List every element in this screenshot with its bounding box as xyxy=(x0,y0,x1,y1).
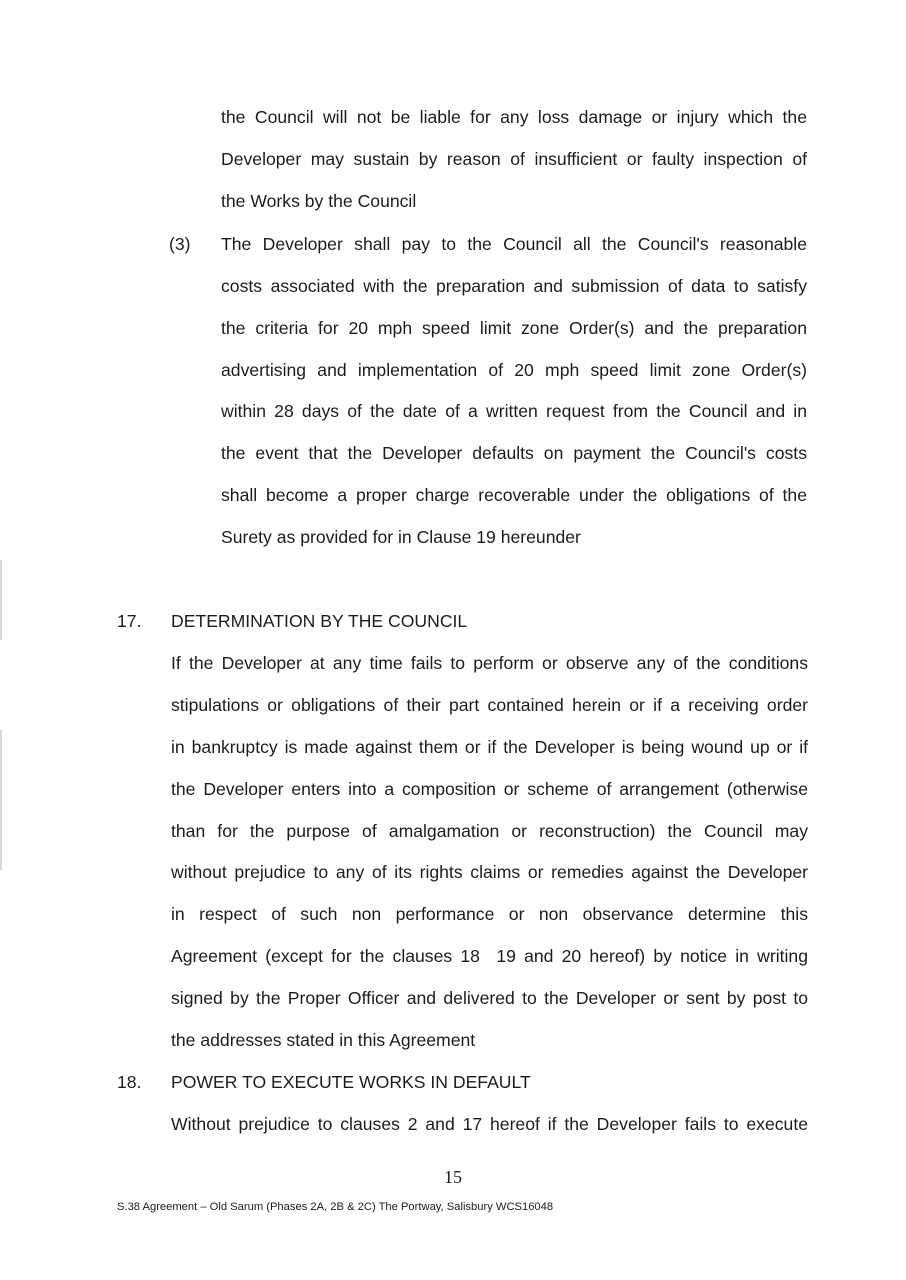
paragraph-line: the criteria for 20 mph speed limit zone Order(s) and the preparation xyxy=(221,318,807,338)
paragraph-line: Developer may sustain by reason of insufficient or faulty inspection of xyxy=(221,149,807,169)
clause-heading: DETERMINATION BY THE COUNCIL xyxy=(171,611,468,631)
paragraph-line: the Developer enters into a composition or scheme of arrangement (otherwise xyxy=(171,779,808,799)
subclause-number: (3) xyxy=(169,234,191,254)
clause-heading: POWER TO EXECUTE WORKS IN DEFAULT xyxy=(171,1072,531,1092)
paragraph-line: without prejudice to any of its rights claims or remedies against the Developer xyxy=(171,862,808,882)
paragraph-line: Without prejudice to clauses 2 and 17 hereof if the Developer fails to execute xyxy=(171,1114,808,1134)
scan-edge-mark xyxy=(0,730,2,870)
paragraph-line: the Works by the Council xyxy=(221,191,417,211)
paragraph-line: within 28 days of the date of a written request from the Council and in xyxy=(221,401,807,421)
document-footer: S.38 Agreement – Old Sarum (Phases 2A, 2B & 2C) The Portway, Salisbury WCS16048 xyxy=(117,1201,554,1213)
clause-number: 18. xyxy=(117,1072,142,1092)
paragraph-line: the event that the Developer defaults on payment the Council's costs xyxy=(221,443,807,463)
paragraph-line: costs associated with the preparation and submission of data to satisfy xyxy=(221,276,807,296)
paragraph-line: signed by the Proper Officer and delivered to the Developer or sent by post to xyxy=(171,988,808,1008)
paragraph-line: the Council will not be liable for any loss damage or injury which the xyxy=(221,107,807,127)
paragraph-line: advertising and implementation of 20 mph speed limit zone Order(s) xyxy=(221,360,807,380)
paragraph-line: in respect of such non performance or non observance determine this xyxy=(171,904,808,924)
page-number: 15 xyxy=(444,1167,462,1187)
paragraph-line: the addresses stated in this Agreement xyxy=(171,1030,476,1050)
scan-edge-mark xyxy=(0,560,2,640)
paragraph-line: Surety as provided for in Clause 19 hereunder xyxy=(221,527,581,547)
clause-number: 17. xyxy=(117,611,142,631)
paragraph-line: stipulations or obligations of their part contained herein or if a receiving order xyxy=(171,695,808,715)
paragraph-line: shall become a proper charge recoverable under the obligations of the xyxy=(221,485,807,505)
paragraph-line: Agreement (except for the clauses 18 19 and 20 hereof) by notice in writing xyxy=(171,946,808,966)
paragraph-line: than for the purpose of amalgamation or reconstruction) the Council may xyxy=(171,821,808,841)
paragraph-line: in bankruptcy is made against them or if the Developer is being wound up or if xyxy=(171,737,808,757)
paragraph-line: The Developer shall pay to the Council all the Council's reasonable xyxy=(221,234,807,254)
paragraph-line: If the Developer at any time fails to perform or observe any of the conditions xyxy=(171,653,808,673)
